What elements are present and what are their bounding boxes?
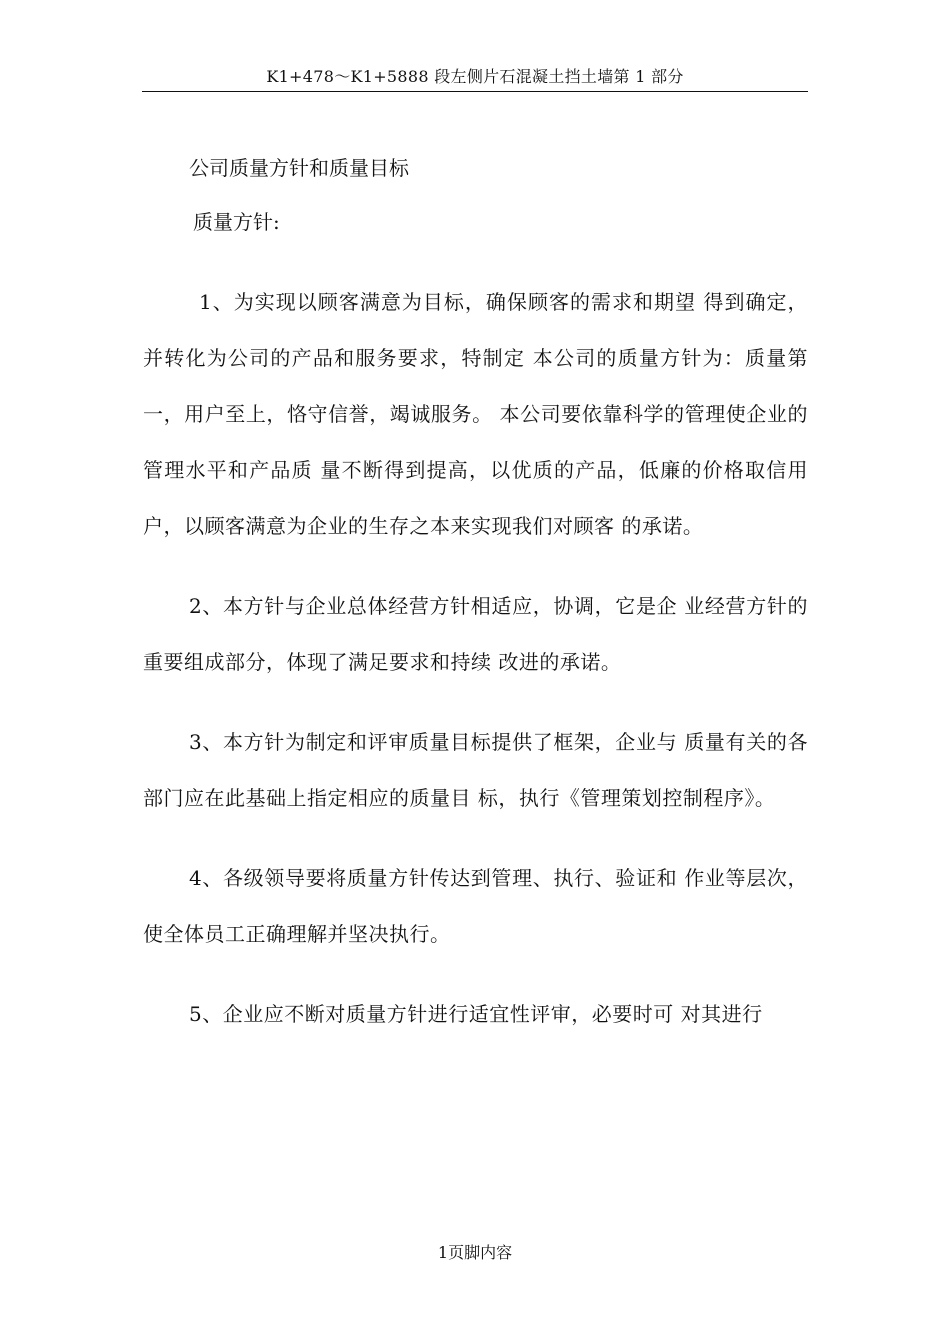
paragraph-4: 4、各级领导要将质量方针传达到管理、执行、验证和 作业等层次，使全体员工正确理解并坚决执行。 [143,866,808,946]
paragraph-2: 2、本方针与企业总体经营方针相适应，协调，它是企 业经营方针的重要组成部分，体现了满足要求和持续 改进的承诺。 [143,594,808,674]
document-body [143,148,808,1042]
paragraph-3: 3、本方针为制定和评审质量目标提供了框架，企业与 质量有关的各部门应在此基础上指定相应的质量目 标，执行《管理策划控制程序》。 [143,730,808,810]
header-divider [142,91,808,92]
page-header: K1+478～K1+5888 段左侧片石混凝土挡土墙第 1 部分 [266,67,684,86]
paragraph-5: 5、企业应不断对质量方针进行适宜性评审，必要时可 对其进行 [189,1002,763,1026]
page-footer: 1页脚内容 [437,1243,513,1262]
section-heading: 质量方针: [193,210,280,234]
paragraph-1: 1、为实现以顾客满意为目标，确保顾客的需求和期望 得到确定，并转化为公司的产品和服务要求，特制定 本公司的质量方针为：质量第一，用户至上，恪守信誉，竭诚服务。 本公司要依靠科学的管理使企业的管理水平和产品质 量不断得到提高，以优质的产品，低廉的价格取信用 户，以顾客满意为企业的生存之本来实现我们对顾客 的承诺。 [143,290,808,538]
document-title: 公司质量方针和质量目标 [189,156,409,180]
